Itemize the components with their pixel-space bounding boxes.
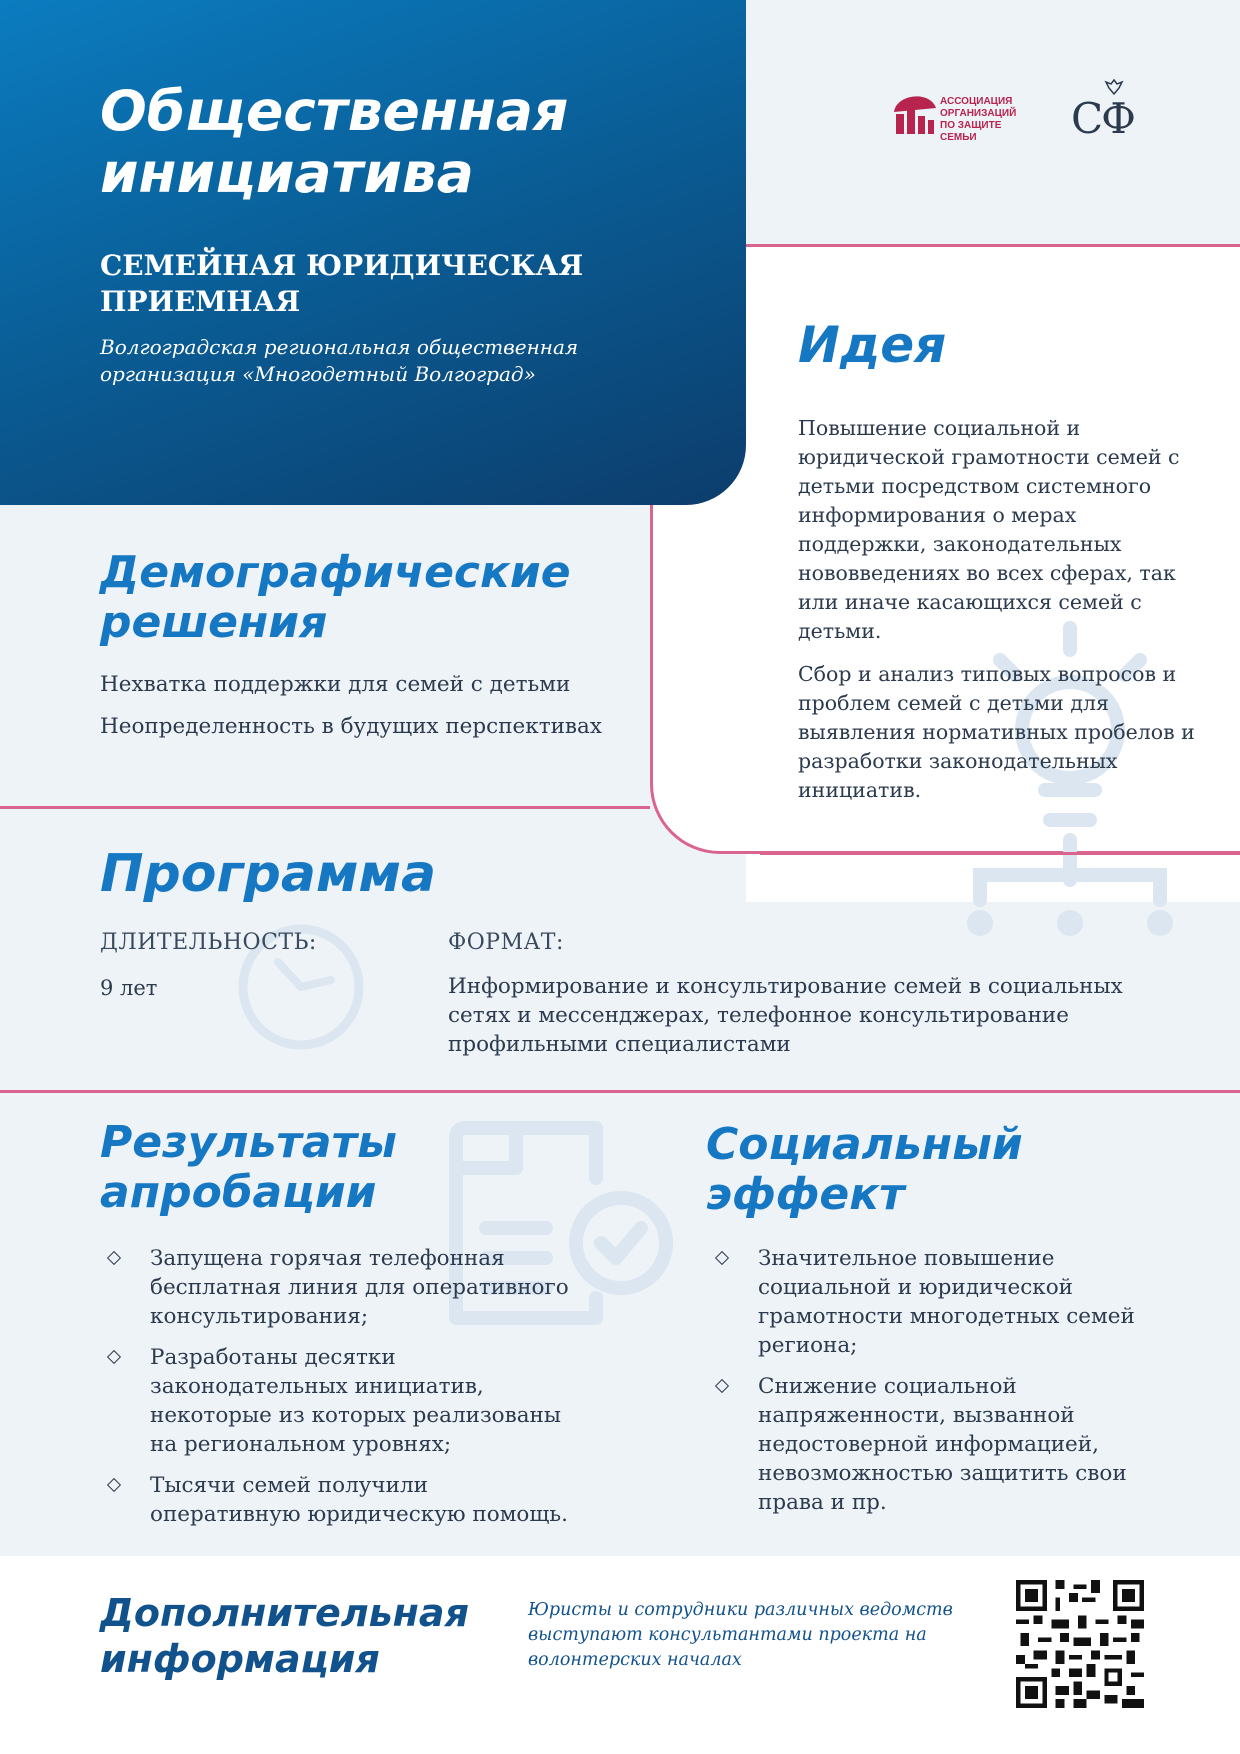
hero-organization (100, 334, 660, 388)
hero-subtitle-line2: ПРИЕМНАЯ (100, 285, 301, 318)
assoc-logo-line2: ОРГАНИЗАЦИЙ (940, 108, 1017, 119)
duration-label: ДЛИТЕЛЬНОСТЬ: (100, 930, 317, 955)
qr-code-icon[interactable] (1016, 1580, 1144, 1708)
hero-org-line1: Волгоградская региональная общественная (100, 335, 579, 359)
footer-title-line1: Дополнительная (100, 1591, 469, 1635)
format-value: Информирование и консультирование семей в социальных сетях и мессенджерах, телефонное консультирование профильными специалистами (448, 974, 1123, 1057)
results-list-item: Запущена горячая телефонная бесплатная линия для оперативного консультирования; (100, 1244, 570, 1331)
program-title: Программа (100, 844, 437, 904)
results-list (100, 1244, 570, 1541)
hero-subtitle-line1: СЕМЕЙНАЯ ЮРИДИЧЕСКАЯ (100, 249, 584, 282)
idea-paragraph-2: Сбор и анализ типовых вопросов и проблем семей с детьми для выявления нормативных пробелов и разработки законодательных инициатив. (798, 662, 1195, 802)
demographic-item: Нехватка поддержки для семей с детьми (100, 672, 571, 697)
results-title (100, 1118, 560, 1218)
additional-info-title (100, 1590, 520, 1682)
sf-logo-text: СФ (1071, 94, 1134, 143)
additional-info-text: Юристы и сотрудники различных ведомств выступают консультантами проекта на волонтерских началах (528, 1600, 953, 1670)
demographic-item: Неопределенность в будущих перспективах (100, 714, 602, 739)
demographic-title-line2: решения (100, 597, 328, 648)
demographic-title-line1: Демографические (100, 547, 571, 598)
section-divider (760, 852, 1240, 855)
hero-org-line2: организация «Многодетный Волгоград» (100, 362, 536, 386)
social-effect-list (708, 1244, 1168, 1529)
association-logo (888, 84, 1038, 143)
social-title-line2: эффект (706, 1169, 905, 1220)
idea-text (798, 414, 1208, 819)
social-effect-title (706, 1120, 1166, 1220)
social-list-item: Снижение социальной напряженности, вызванной недостоверной информацией, невозможностью защитить свои права и пр. (708, 1372, 1168, 1517)
hero-subtitle (100, 248, 660, 320)
duration-value: 9 лет (100, 976, 158, 1000)
idea-title: Идея (798, 316, 947, 374)
social-list-item: Значительное повышение социальной и юридической грамотности многодетных семей региона; (708, 1244, 1168, 1360)
results-list-item: Разработаны десятки законодательных инициатив, некоторые из которых реализованы на региональном уровнях; (100, 1343, 570, 1459)
results-list-item: Тысячи семей получили оперативную юридическую помощь. (100, 1471, 570, 1529)
hero-title-line1: Общественная (100, 79, 569, 143)
section-divider (0, 806, 650, 809)
footer-title-line2: информация (100, 1637, 380, 1681)
assoc-logo-line1: АССОЦИАЦИЯ (940, 96, 1013, 107)
results-title-line2: апробации (100, 1167, 377, 1218)
assoc-logo-line3: ПО ЗАЩИТЕ СЕМЬИ (940, 120, 1002, 143)
demographic-title (100, 548, 660, 648)
federation-council-logo (1066, 78, 1156, 148)
format-label: ФОРМАТ: (448, 930, 564, 955)
idea-paragraph-1: Повышение социальной и юридической грамотности семей с детьми посредством системного информирования о мерах поддержки, законодательных нововведениях во всех сферах, так или иначе касающихся семей с детьми. (798, 416, 1180, 643)
hero-title (100, 80, 720, 204)
hero-title-line2: инициатива (100, 141, 474, 205)
results-title-line1: Результаты (100, 1117, 397, 1168)
section-divider (0, 1090, 1240, 1093)
social-title-line1: Социальный (706, 1119, 1023, 1170)
umbrella-family-icon (890, 86, 938, 138)
